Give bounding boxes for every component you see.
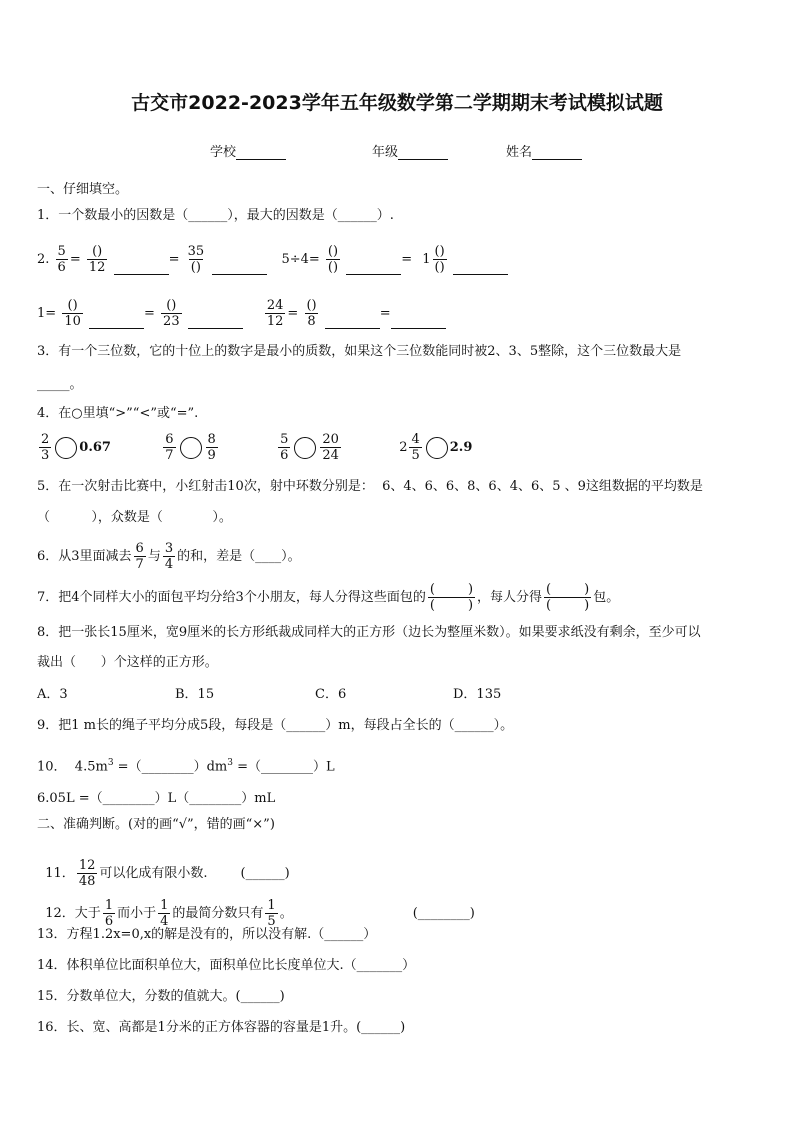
q12-text: 的最简分数只有 — [172, 906, 264, 921]
equals-sign: = — [144, 306, 155, 321]
answer-blank[interactable] — [346, 260, 401, 275]
compare-circle[interactable] — [55, 437, 77, 459]
compare-value: 2.9 — [449, 440, 473, 455]
fraction: () () — [327, 244, 339, 275]
question-10: 10． $4.5m^3$ $=(\_\_\_\_\_\_\_\_)dm^3$ =（________）L — [37, 758, 335, 775]
question-8: 8．把一张长15厘米，宽9厘米的长方形纸裁成同样大的正方形（边长为整厘米数）。如果要求纸没有剩余，至少可以 — [37, 625, 701, 640]
option-d[interactable]: D．135 — [453, 687, 502, 702]
mixed-whole: 2 — [399, 440, 408, 455]
fraction: $\frac{12}{48}$ — [78, 858, 96, 889]
question-14: 14．体积单位比面积单位大，面积单位比长度单位大.（_______） — [37, 958, 416, 973]
fraction: $\frac{1}{5}$ — [267, 898, 276, 929]
fraction: $\frac{6}{7}$ — [165, 432, 174, 463]
question-7 — [37, 582, 619, 613]
q12-text: 。 — [279, 906, 293, 921]
question-9: 9．把1 m长的绳子平均分成5段，每段是（______）m，每段占全长的（______）。 — [37, 718, 514, 733]
q7-text: ，每人分得 — [477, 590, 543, 605]
school-label: 学校 — [210, 145, 237, 160]
q7-text: 7．把4个同样大小的面包平均分给3个小朋友，每人分得这些面包的 — [37, 590, 426, 605]
equals-sign: = — [379, 306, 391, 321]
equals-sign: = — [287, 306, 299, 321]
fraction: () 23 — [163, 298, 180, 329]
question-5-answers: （ ），众数是（ ）。 — [37, 510, 232, 525]
fraction: $\frac{1}{6}$ — [104, 898, 114, 929]
q11-text: 可以化成有限小数. (______) — [99, 866, 290, 881]
school-blank[interactable] — [236, 145, 286, 160]
compare-circle[interactable] — [294, 437, 316, 459]
q2-number: 2. — [37, 252, 50, 267]
question-15: 15．分数单位大，分数的值就大。(______) — [37, 989, 285, 1004]
fraction: () 12 — [88, 244, 106, 275]
grade-field[interactable] — [372, 141, 448, 160]
name-blank[interactable] — [532, 145, 582, 160]
answer-blank[interactable] — [188, 314, 243, 329]
fraction: 35 () — [187, 244, 205, 275]
compare-circle[interactable] — [426, 437, 448, 459]
question-2-row-2 — [37, 298, 446, 329]
question-3: 3．有一个三位数，它的十位上的数字是最小的质数，如果这个三位数能同时被2、3、5整除，这个三位数最大是 — [37, 344, 682, 359]
name-field[interactable] — [506, 141, 582, 160]
fraction: $\frac{5}{6}$ — [280, 432, 289, 463]
question-1: 1．一个数最小的因数是（______），最大的因数是（______）. — [37, 208, 394, 223]
answer-blank[interactable] — [114, 260, 169, 275]
q6-text: 6．从3里面减去 — [37, 549, 132, 564]
answer-blank[interactable] — [212, 260, 267, 275]
page-title: 古交市2022-2023学年五年级数学第二学期期末考试模拟试题 — [131, 92, 663, 114]
question-12 — [37, 880, 475, 929]
answer-blank[interactable] — [89, 314, 144, 329]
option-b[interactable]: B．15 — [175, 687, 215, 702]
compare-circle[interactable] — [180, 437, 202, 459]
q6-text: 的和，差是（____）。 — [177, 549, 301, 564]
question-16: 16．长、宽、高都是1分米的正方体容器的容量是1升。(______) — [37, 1020, 406, 1035]
q12-text: 而小于 — [117, 906, 157, 921]
equals-sign: = — [168, 252, 180, 267]
fraction: $\frac{3}{4}$ — [164, 541, 174, 572]
question-2 — [37, 244, 508, 275]
question-13: 13．方程1.2x=0,x的解是没有的，所以没有解.（______） — [37, 927, 377, 942]
fraction: () 10 — [64, 298, 81, 329]
grade-blank[interactable] — [398, 145, 448, 160]
name-label: 姓名 — [506, 145, 533, 160]
question-5: 5．在一次射击比赛中，小红射击10次，射中环数分别是： 6、4、6、6、8、6、4、6、5 、9这组数据的平均数是 — [37, 479, 703, 494]
mixed-whole: 1 — [422, 252, 431, 267]
fraction[interactable]: ( ) ( ) — [546, 582, 590, 613]
fraction: $\frac{1}{4}$ — [160, 898, 169, 929]
fraction: $\frac{2}{3}$ — [41, 432, 50, 463]
option-c[interactable]: C．6 — [315, 687, 347, 702]
q12-answer[interactable]: (________) — [412, 906, 475, 921]
division-expression: 5÷4= — [281, 252, 320, 267]
fraction[interactable]: ( ) ( ) — [429, 582, 474, 613]
fraction: $\frac{20}{24}$ — [322, 432, 339, 463]
section-2-heading: 二、准确判断。(对的画“√”，错的画“×”) — [37, 817, 275, 832]
compare-value: 0.67 — [79, 440, 111, 455]
fraction: $\frac{6}{7}$ — [135, 541, 144, 572]
q7-text: 包。 — [593, 590, 620, 605]
question-8-line-2: 裁出（ ）个这样的正方形。 — [37, 655, 218, 670]
fraction: $\frac{4}{5}$ — [411, 432, 420, 463]
answer-blank[interactable] — [453, 260, 508, 275]
q11-number: 11． — [45, 866, 75, 881]
question-10-line-2: 6.05L =（________）L（________）mL — [37, 791, 276, 806]
grade-label: 年级 — [372, 145, 399, 160]
question-6 — [37, 541, 301, 572]
one-equals: 1= — [37, 306, 57, 321]
q12-text: 12．大于 — [45, 906, 101, 921]
question-4: 4．在○里填“>”“<”或“=”. — [37, 406, 199, 421]
question-4-items — [37, 432, 472, 463]
fraction: $\frac{8}{9}$ — [207, 432, 216, 463]
fraction: () () — [434, 244, 445, 275]
section-1-heading: 一、仔细填空。 — [37, 182, 129, 197]
answer-blank[interactable] — [391, 314, 446, 329]
q6-text: 与 — [147, 549, 161, 564]
question-8-options — [37, 686, 501, 704]
fraction: () 8 — [306, 298, 317, 329]
equals-sign: = — [69, 252, 81, 267]
equals-sign: = — [401, 252, 413, 267]
fraction: $\frac{24}{12}$ — [266, 298, 284, 329]
school-field[interactable] — [210, 141, 286, 160]
answer-blank[interactable] — [325, 314, 380, 329]
question-3-answer: _____。 — [37, 377, 83, 392]
fraction: $\frac{5}{6}$ — [57, 244, 66, 275]
option-a[interactable]: A．3 — [37, 687, 68, 702]
